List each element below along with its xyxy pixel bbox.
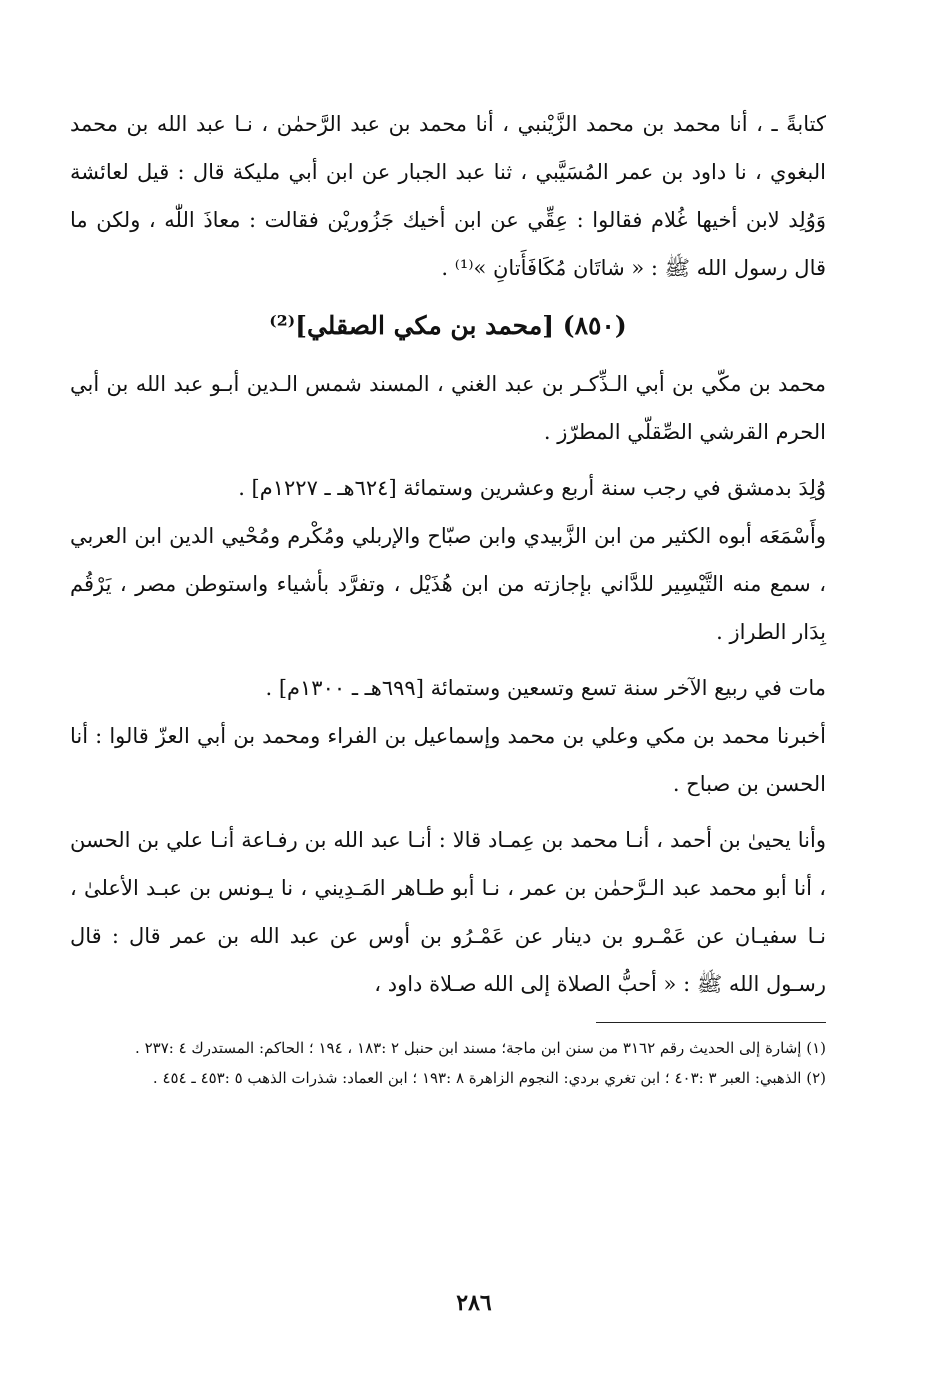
paragraph-death: مات في ربيع الآخر سنة تسع وتسعين وستمائة [٦٩٩هـ ـ ١٣٠٠م] . (265, 676, 826, 700)
paragraph-hadith-isnad: وأنا يحيىٰ بن أحمد ، أنـا محمد بن عِمـاد قالا : أنـا عبد الله بن رفـاعة أنـا علي بن الحسن ، أنا أبو محمد عبد الـرَّحمٰن بن عمر ، نـا أبو طـاهر المَـدِيني ، نا يـونس بن عبـد الأعلىٰ ، نـا سفيـان عن عَمْـرو بن دينار عن عَمْـرُو بن أوس عن عبد الله بن عمر قال : قال رسـول الله ﷺ : « أحبُّ الصلاة إلى الله صـلاة داود ، (70, 828, 826, 996)
paragraph-isnad-aisha: كتابةً ـ ، أنا محمد بن محمد الزَّيْنبي ، أنا محمد بن عبد الرَّحمٰن ، نـا عبد الله بن محمد البغوي ، نا داود بن عمر المُسَيَّبي ، ثنا عبد الجبار عن ابن أبي مليكة قال : قيل لعائشة وَوُلِد لابن أخيها غُلام فقالوا : عِقِّي عن ابن أخيك جَزُوريْن فقالت : معاذَ اللّٰه ، ولكن ما قال رسول الله ﷺ : « شاتَان مُكَافَأَتانِ »⁽¹⁾ . (70, 112, 826, 280)
paragraph-birth: وُلِدَ بدمشق في رجب سنة أربع وعشرين وستمائة [٦٢٤هـ ـ ١٢٢٧م] . (238, 476, 826, 500)
footnote-separator (596, 1022, 826, 1023)
biography-heading: (٨٥٠) [محمد بن مكي الصقلي]⁽²⁾ (269, 311, 627, 340)
footnote-2: (٢) الذهبي: العبر ٣ :٤٠٣ ؛ ابن تغري بردي: النجوم الزاهرة ٨ :١٩٣ ؛ ابن العماد: شذرات الذهب ٥ :٤٥٣ ـ ٤٥٤ . (152, 1069, 826, 1087)
page-body (70, 100, 826, 1093)
footnote-1: (١) إشارة إلى الحديث رقم ٣١٦٢ من سنن ابن ماجة؛ مسند ابن حنبل ٢ :١٨٣ ، ١٩٤ ؛ الحاكم: المستدرك ٤ :٢٣٧ . (135, 1039, 826, 1057)
page-number: ٢٨٦ (456, 1290, 492, 1316)
paragraph-teachers: وأَسْمَعَه أبوه الكثير من ابن الزَّبيدي وابن صبّاح والإربلي ومُكْرم ومُحْيي الدين ابن العربي ، سمع منه التَّيْسِير للدَّاني بإجازته من ابن هُذَيْل ، وتفرَّد بأشياء واستوطن مصر ، يَرْقُم بِدَار الطراز . (70, 524, 826, 644)
paragraph-name-lineage: محمد بن مكّي بن أبي الـذِّكـر بن عبد الغني ، المسند شمس الـدين أبـو عبد الله بن أبي الحرم القرشي الصِّقلّي المطرّز . (70, 372, 826, 444)
paragraph-akhbarana: أخبرنا محمد بن مكي وعلي بن محمد وإسماعيل بن الفراء ومحمد بن أبي العزّ قالوا : أنا الحسن بن صباح . (70, 724, 826, 796)
